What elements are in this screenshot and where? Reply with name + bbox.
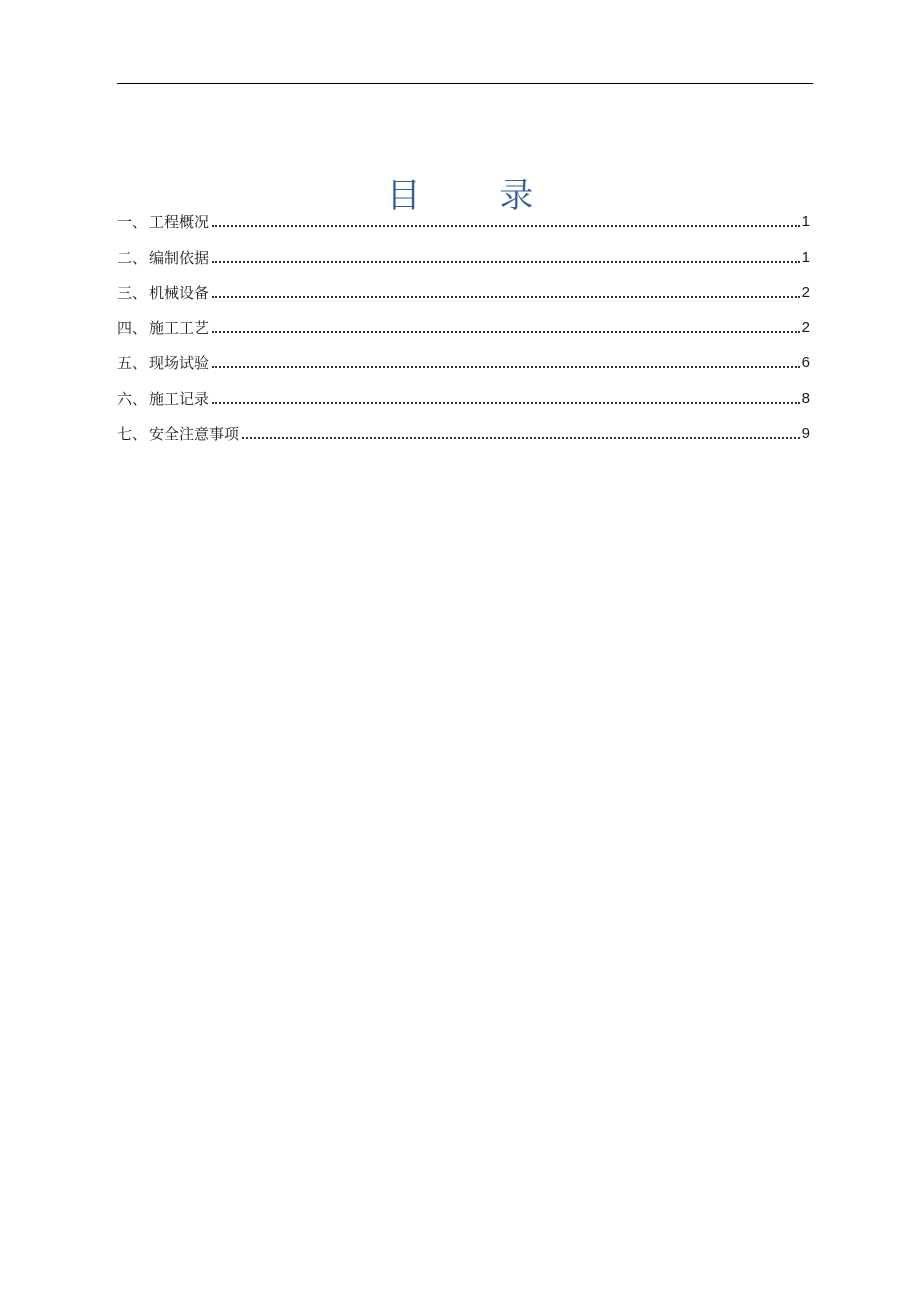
toc-entry[interactable]	[117, 268, 810, 303]
toc-entry-number: 四、	[117, 319, 148, 338]
toc-entry[interactable]	[117, 303, 810, 338]
toc-entry-number: 七、	[117, 425, 148, 444]
toc-entry[interactable]	[117, 373, 810, 408]
toc-entry-title: 施工记录	[149, 389, 210, 408]
toc-entry-page: 6	[801, 354, 810, 372]
toc-list	[117, 197, 810, 444]
toc-entry-page: 8	[801, 389, 810, 407]
dot-leader	[242, 437, 800, 439]
toc-title: 目 录	[386, 175, 568, 216]
toc-entry-number: 二、	[117, 248, 148, 267]
toc-entry-title: 安全注意事项	[149, 425, 240, 444]
toc-entry[interactable]	[117, 197, 810, 232]
toc-entry-page: 1	[801, 213, 810, 231]
toc-entry-number: 一、	[117, 213, 148, 232]
toc-entry-page: 1	[801, 248, 810, 266]
toc-entry-number: 三、	[117, 283, 148, 302]
toc-entry-page: 9	[801, 425, 810, 443]
dot-leader	[212, 261, 800, 263]
toc-entry-number: 五、	[117, 354, 148, 373]
toc-entry-title: 编制依据	[149, 248, 210, 267]
toc-entry[interactable]	[117, 232, 810, 267]
dot-leader	[212, 225, 800, 227]
toc-entry-title: 现场试验	[149, 354, 210, 373]
toc-entry-title: 工程概况	[149, 213, 210, 232]
toc-entry-page: 2	[801, 319, 810, 337]
toc-entry-title: 施工工艺	[149, 319, 210, 338]
dot-leader	[212, 366, 800, 368]
toc-entry-title: 机械设备	[149, 283, 210, 302]
toc-entry[interactable]	[117, 409, 810, 444]
toc-entry-number: 六、	[117, 389, 148, 408]
toc-entry[interactable]	[117, 338, 810, 373]
dot-leader	[212, 331, 800, 333]
toc-entry-page: 2	[801, 283, 810, 301]
dot-leader	[212, 296, 800, 298]
dot-leader	[212, 402, 800, 404]
header-rule	[117, 83, 813, 84]
